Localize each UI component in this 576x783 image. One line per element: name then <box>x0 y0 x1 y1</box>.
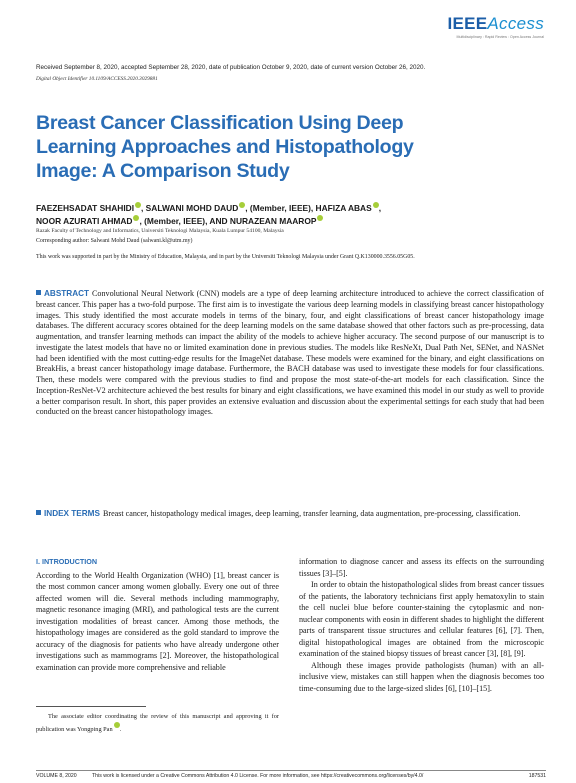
paragraph: information to diagnose cancer and assess its effects on the surrounding tissues [3]–[5]. <box>299 557 544 578</box>
footnote-rule <box>36 706 146 707</box>
index-terms-text: Breast cancer, histopathology medical images, deep learning, transfer learning, data augmentation, pre-processing, classification. <box>102 509 521 518</box>
paragraph: In order to obtain the histopathological slides from breast cancer tissues of the patients, the laboratory technicians first apply hematoxylin to stain the cell nuclei blue before counter-staining the cytoplasmic and non-nuclear components with eosin in different shades to highlight the different parts of transparent tissue structures and cellular features [6], [7]. Then, digital histopathological images are obtained from the microscopic examination of the stained biopsy tissues of breast cancer [3], [8], [9]. <box>299 580 544 659</box>
abstract-label: ABSTRACT <box>44 289 90 298</box>
abstract <box>36 289 544 418</box>
square-bullet-icon <box>36 510 41 515</box>
journal-logo <box>447 14 544 39</box>
license-note: This work is licensed under a Creative Commons Attribution 4.0 License. For more information, see https://creativecommons.org/licenses/by/4.0/ <box>92 773 424 779</box>
author-separator: , <box>378 203 382 213</box>
body-column-left <box>36 556 279 673</box>
title-line: Image: A Comparison Study <box>36 160 290 182</box>
square-bullet-icon <box>36 290 41 295</box>
received-dates: Received September 8, 2020, accepted September 28, 2020, date of publication October 9, 2020, date of current version October 26, 2020. <box>36 64 426 71</box>
corresponding-author: Corresponding author: Salwani Mohd Daud (salwani.kl@utm.my) <box>36 238 193 244</box>
author-list <box>36 202 546 228</box>
index-terms <box>36 509 544 520</box>
title-line: Learning Approaches and Histopathology <box>36 136 414 158</box>
orcid-icon[interactable] <box>317 215 323 221</box>
section-heading: I. INTRODUCTION <box>36 557 98 566</box>
footer-rule <box>36 770 546 771</box>
volume: VOLUME 8, 2020 <box>36 773 77 779</box>
paper-title <box>36 111 456 183</box>
author-name: NOOR AZURATI AHMAD <box>36 216 133 226</box>
paragraph: Although these images provide pathologists (human) with an all-inclusive view, mistakes can still happen when the diagnosis becomes too time-consuming due to the large-sized slides [6], [10]–[15]. <box>299 660 544 694</box>
page-number: 187531 <box>528 773 546 779</box>
paragraph: According to the World Health Organization (WHO) [1], breast cancer is the most common cancer among women globally. Every one out of three affected women will die. Several methods including mammography, magnetic resonance imaging (MRI), and pathological tests are the current investigation modalities of breast cancer. Among those methods, the histopathology images are considered as the gold standard to improve the accuracy of the diagnosis for patients who have already undergone other investigations such as mammograms [2]. Moreover, the histopathological examination can provide more comprehensive and reliable <box>36 570 279 672</box>
author-name: , (Member, IEEE), AND NURAZEAN MAAROP <box>139 216 317 226</box>
author-name: , SALWANI MOHD DAUD <box>141 203 239 213</box>
footnote: The associate editor coordinating the review of this manuscript and approving it for publication was Yongping Pan . <box>36 713 279 733</box>
abstract-text: Convolutional Neural Network (CNN) models are a type of deep learning architecture introduced to achieve the correct classification of breast cancer. This paper has a two-fold purpose. The first aim is to investigate the various deep learning models in classifying breast cancer histopathology images. This study identified the most accurate models in terms of the binary, four, and eight classifications of breast cancer histopathology image databases. The different accuracy scores obtained for the deep learning models on the same database showed that other factors such as pre-processing, data augmentation, and transfer learning methods can impact the ability of the models to achieve higher accuracy. The second purpose of our manuscript is to investigate the latest models that have no or limited examination done in previous studies. The models like ResNeXt, Dual Path Net, SENet, and NASNet had been identified with the most cutting-edge results for the ImageNet database. These models were examined for the binary, and eight classifications on BreakHis, a breast cancer histopathology image database. Furthermore, the BACH database was used to investigate these models for four classifications. Then, these models were compared with the previous studies to find and propose the most state-of-the-art models for each classification. Since the Inception-ResNet-V2 architecture achieved the best results for binary and eight classifications, we have examined this model in our study as well to provide a better comparison result. In short, this paper provides an extensive evaluation and discussion about the experimental settings for each study that had been conducted on the breast cancer histopathology images. <box>36 289 544 417</box>
author-name: FAEZEHSADAT SHAHIDI <box>36 203 135 213</box>
body-column-right <box>299 556 544 695</box>
footnote-text: The associate editor coordinating the review of this manuscript and approving it for publication was Yongping Pan <box>36 713 279 733</box>
funding-note: This work was supported in part by the Ministry of Education, Malaysia, and in part by the Universiti Teknologi Malaysia under Grant Q.K130000.3556.05G05. <box>36 254 415 260</box>
author-name: , (Member, IEEE), HAFIZA ABAS <box>245 203 372 213</box>
affiliation: Razak Faculty of Technology and Informatics, Universiti Teknologi Malaysia, Kuala Lumpur 54100, Malaysia <box>36 228 284 234</box>
logo-ieee: IEEE <box>447 14 488 33</box>
doi: Digital Object Identifier 10.1109/ACCESS.2020.3029881 <box>36 76 158 82</box>
title-line: Breast Cancer Classification Using Deep <box>36 112 404 134</box>
index-terms-label: INDEX TERMS <box>44 509 100 518</box>
logo-tagline: Multidisciplinary : Rapid Review : Open Access Journal <box>456 35 544 39</box>
logo-access: Access <box>487 14 544 33</box>
